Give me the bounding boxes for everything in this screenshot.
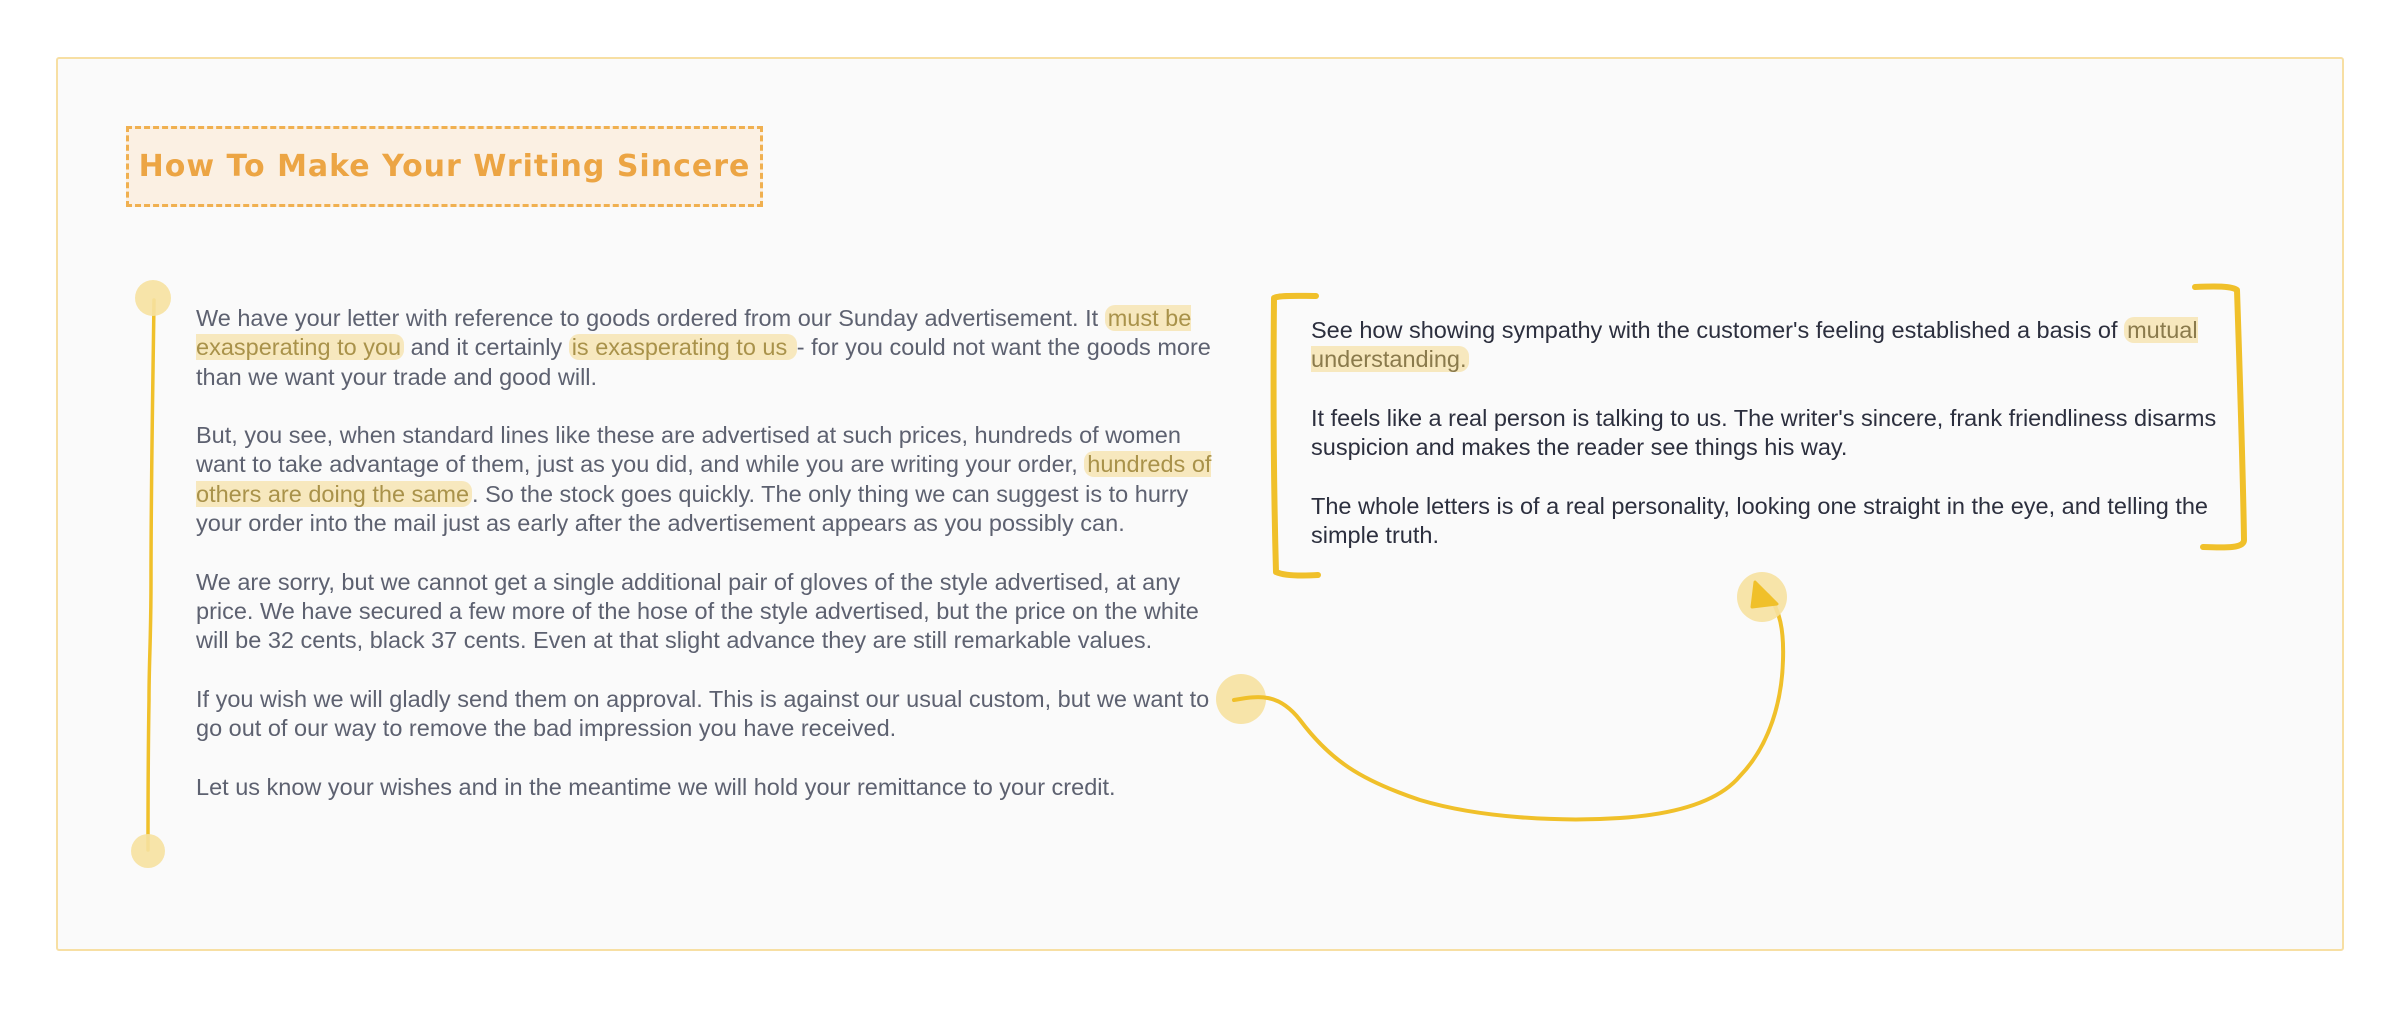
annotation-note (1311, 316, 2226, 550)
note-paragraph-3: The whole letters is of a real personality, looking one straight in the eye, and telling the simple truth. (1311, 492, 2209, 549)
title-box (126, 126, 763, 207)
note-paragraph-2: It feels like a real person is talking to us. The writer's sincere, frank friendliness disarms suspicion and makes the reader see things his way. (1311, 404, 2217, 461)
letter-paragraph-1 (196, 304, 1236, 392)
letter-p1-text-3: - for you could not want the goods more than we want your trade and good will. (196, 334, 1211, 390)
page-title: How To Make Your Writing Sincere (138, 149, 751, 184)
letter-p2-highlight-1: hundreds of others are doing the same (196, 451, 1212, 507)
letter-p1-text-1: We have your letter with reference to goods ordered from our Sunday advertisement. It (196, 305, 1105, 331)
note-p1-text-1: See how showing sympathy with the customer's feeling established a basis of (1311, 317, 2125, 343)
letter-paragraph-3: We are sorry, but we cannot get a single additional pair of gloves of the style advertised, at any price. We have secured a few more of the hose of the style advertised, but the price on the white will be 32 cents, black 37 cents. Even at that slight advance they are still remarkable values. (196, 568, 1199, 654)
letter-paragraph-4: If you wish we will gladly send them on approval. This is against our usual custom, but we want to go out of our way to remove the bad impression you have received. (196, 685, 1210, 742)
letter-paragraph-2 (196, 421, 1236, 538)
note-p1-highlight-1: mutual understanding. (1311, 317, 2198, 373)
letter-paragraph-5: Let us know your wishes and in the meantime we will hold your remittance to your credit. (196, 773, 1116, 800)
letter-p1-highlight-2: is exasperating to us (569, 334, 797, 360)
note-paragraph-1 (1311, 316, 2226, 375)
letter-p2-text-2: . So the stock goes quickly. The only thing we can suggest is to hurry your order into the mail just as early after the advertisement appears as you possibly can. (196, 480, 1189, 537)
letter-p1-highlight-1: must be exasperating to you (196, 305, 1192, 361)
letter-p1-text-2: and it certainly (404, 334, 569, 361)
letter-text-block (196, 304, 1236, 802)
letter-p2-text-1: But, you see, when standard lines like these are advertised at such prices, hundreds of women want to take advantage of them, just as you did, and while you are writing your order, (196, 422, 1181, 478)
